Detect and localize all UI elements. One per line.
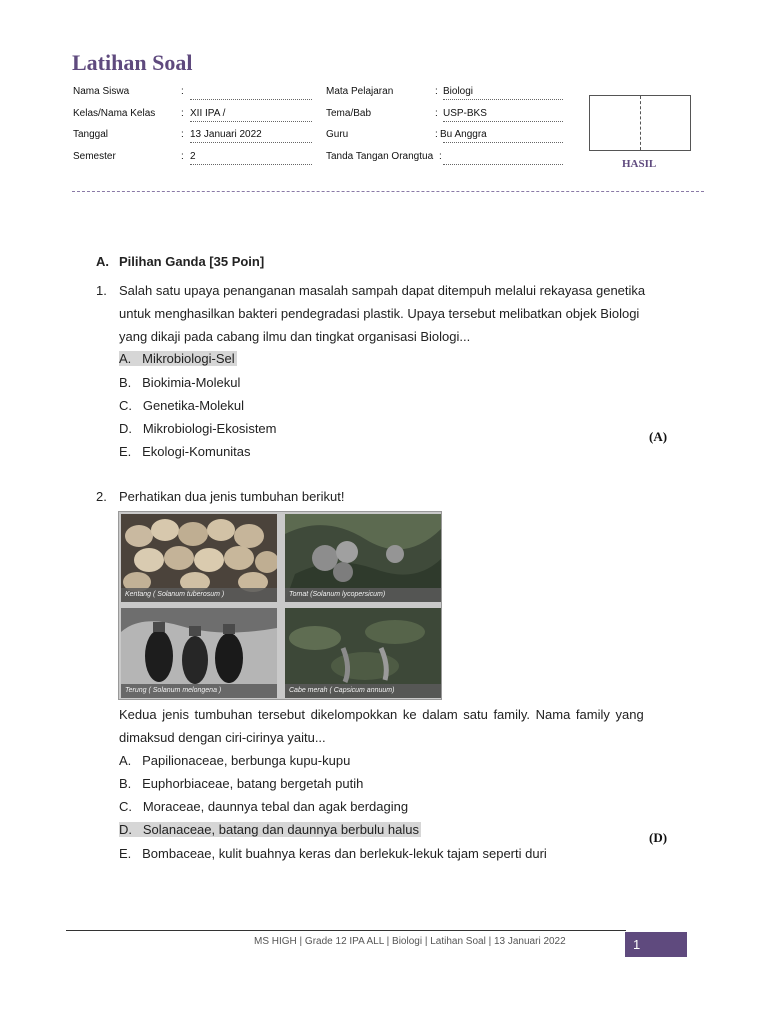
label-tema-bab: Tema/Bab: [326, 108, 372, 119]
chili-photo: [285, 608, 441, 698]
score-box: [589, 95, 691, 151]
dotted-line: [190, 99, 312, 100]
option-letter: A.: [119, 351, 132, 366]
option-e[interactable]: [119, 444, 251, 459]
image-caption: Cabe merah ( Capsicum annuum): [285, 684, 441, 698]
colon: :: [181, 129, 184, 140]
footer-rule: [66, 930, 626, 931]
question-number: 2.: [96, 489, 107, 504]
option-a[interactable]: [119, 351, 237, 366]
colon: :: [181, 86, 184, 97]
option-e[interactable]: [119, 846, 547, 861]
option-text: Mikrobiologi-Sel: [142, 351, 235, 366]
option-text: Papilionaceae, berbunga kupu-kupu: [142, 753, 351, 768]
option-b[interactable]: [119, 776, 363, 791]
tanggal-field[interactable]: 13 Januari 2022: [190, 129, 262, 140]
question-text-line: Salah satu upaya penanganan masalah sampah dapat ditempuh melalui rekayasa genetika: [119, 283, 646, 298]
footer-text: MS HIGH | Grade 12 IPA ALL | Biologi | Latihan Soal | 13 Januari 2022: [254, 936, 566, 947]
label-nama-siswa: Nama Siswa: [73, 86, 130, 97]
section-title: Pilihan Ganda [35 Poin]: [119, 254, 265, 269]
option-letter: D.: [119, 822, 132, 837]
page-title: Latihan Soal: [72, 50, 193, 75]
label-tanda-tangan: Tanda Tangan Orangtua: [326, 151, 434, 162]
option-d[interactable]: [119, 421, 277, 436]
label-tanggal: Tanggal: [73, 129, 109, 140]
semester-field[interactable]: 2: [190, 151, 196, 162]
header-divider: [72, 191, 704, 192]
question-text-line: Kedua jenis tumbuhan tersebut dikelompokkan ke dalam satu family. Nama family yang: [119, 707, 644, 722]
dotted-line: [190, 121, 312, 122]
dotted-line: [443, 121, 563, 122]
image-caption: Kentang ( Solanum tuberosum ): [121, 588, 277, 602]
colon: :: [181, 151, 184, 162]
option-text: Euphorbiaceae, batang bergetah putih: [142, 776, 364, 791]
label-mata-pelajaran: Mata Pelajaran: [326, 86, 394, 97]
tomato-photo: [285, 514, 441, 602]
label-guru: Guru: [326, 129, 349, 140]
dotted-line: [443, 164, 563, 165]
score-box-divider: [640, 96, 641, 150]
label-kelas: Kelas/Nama Kelas: [73, 108, 156, 119]
option-letter: B.: [119, 776, 132, 791]
mata-pelajaran-field[interactable]: Biologi: [443, 86, 474, 97]
eggplant-photo: [121, 608, 277, 698]
colon: :: [435, 129, 438, 140]
option-text: Solanaceae, batang dan daunnya berbulu halus: [142, 822, 419, 837]
question-text-line: untuk menghasilkan bakteri pendegradasi plastik. Upaya tersebut melibatkan objek Biologi: [119, 306, 640, 321]
dotted-line: [190, 164, 312, 165]
page-number: 1: [625, 932, 687, 957]
option-b[interactable]: [119, 375, 240, 390]
option-text: Bombaceae, kulit buahnya keras dan berlekuk-lekuk tajam seperti duri: [142, 846, 547, 861]
question-text-line: Perhatikan dua jenis tumbuhan berikut!: [119, 489, 345, 504]
colon: :: [439, 151, 442, 162]
option-text: Moraceae, daunnya tebal dan agak berdaging: [142, 799, 409, 814]
guru-field[interactable]: Bu Anggra: [440, 129, 487, 140]
tema-bab-field[interactable]: USP-BKS: [443, 108, 487, 119]
dotted-line: [443, 142, 563, 143]
option-letter: E.: [119, 444, 132, 459]
option-text: Ekologi-Komunitas: [142, 444, 251, 459]
question-number: 1.: [96, 283, 107, 298]
solanaceae-photo-grid: [118, 511, 442, 700]
dotted-line: [443, 99, 563, 100]
image-caption: Terung ( Solanum melongena ): [121, 684, 277, 698]
colon: :: [181, 108, 184, 119]
potato-photo: [121, 514, 277, 602]
colon: :: [435, 86, 438, 97]
question-text-line: yang dikaji pada cabang ilmu dan tingkat organisasi Biologi...: [119, 329, 471, 344]
option-letter: A.: [119, 753, 132, 768]
option-letter: D.: [119, 421, 132, 436]
label-semester: Semester: [73, 151, 116, 162]
option-text: Biokimia-Molekul: [142, 375, 241, 390]
kelas-field[interactable]: XII IPA /: [190, 108, 226, 119]
question-text-line: dimaksud dengan ciri-cirinya yaitu...: [119, 730, 326, 745]
option-text: Genetika-Molekul: [142, 398, 244, 413]
colon: :: [435, 108, 438, 119]
score-label: HASIL: [622, 158, 657, 170]
image-caption: Tomat (Solanum lycopersicum): [285, 588, 441, 602]
answer-mark: (D): [649, 830, 668, 845]
dotted-line: [190, 142, 312, 143]
option-letter: B.: [119, 375, 132, 390]
option-letter: E.: [119, 846, 132, 861]
option-d[interactable]: [119, 822, 421, 837]
answer-mark: (A): [649, 429, 668, 444]
option-text: Mikrobiologi-Ekosistem: [142, 421, 277, 436]
option-c[interactable]: [119, 398, 244, 413]
section-letter: A.: [96, 254, 109, 269]
option-c[interactable]: [119, 799, 408, 814]
option-letter: C.: [119, 799, 132, 814]
option-a[interactable]: [119, 753, 350, 768]
option-letter: C.: [119, 398, 132, 413]
